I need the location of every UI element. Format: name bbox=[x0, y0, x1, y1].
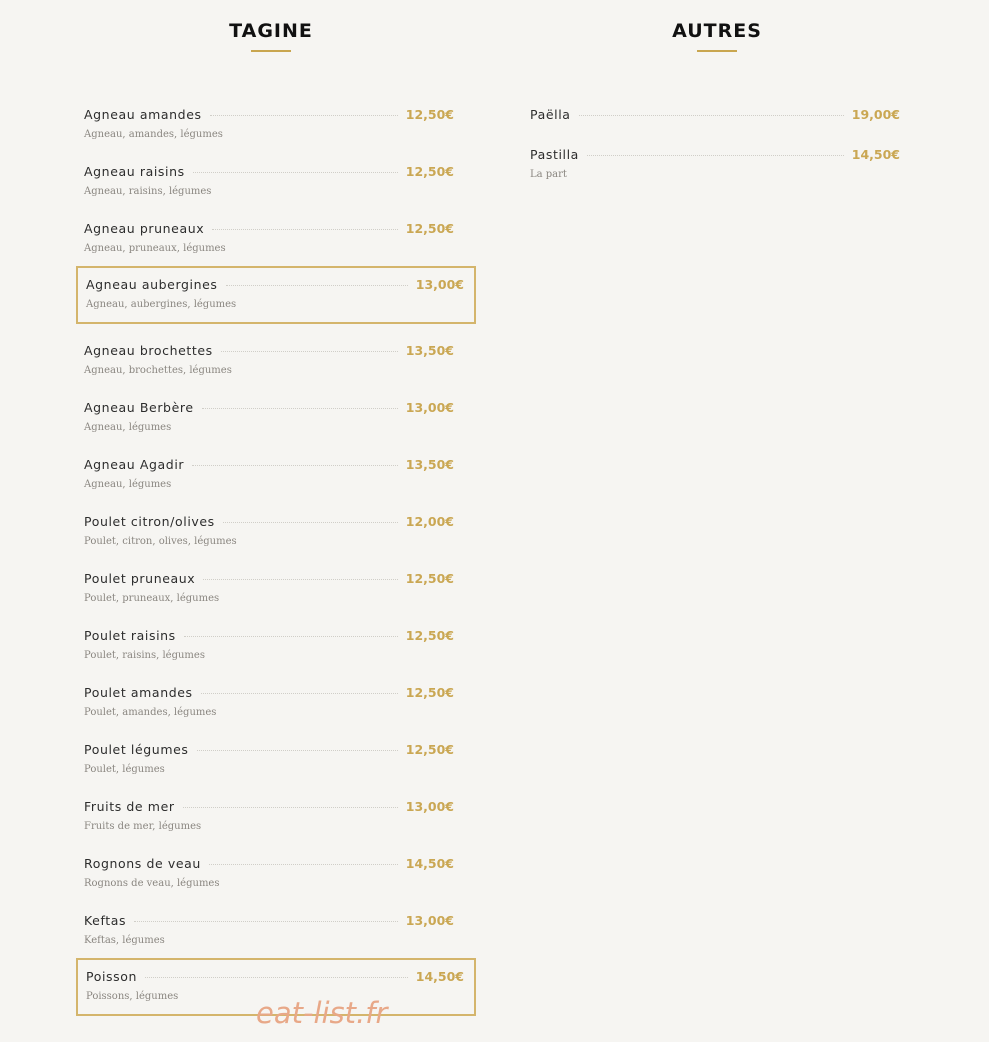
item-description: Poulet, pruneaux, légumes bbox=[84, 593, 220, 604]
item-name: Agneau Berbère bbox=[84, 399, 194, 415]
dotted-leader bbox=[221, 351, 398, 352]
item-description: Poulet, raisins, légumes bbox=[84, 650, 205, 661]
item-name: Poulet citron/olives bbox=[84, 513, 215, 529]
dotted-leader bbox=[201, 693, 398, 694]
item-price: 13,00€ bbox=[405, 399, 454, 415]
item-price: 12,50€ bbox=[405, 106, 454, 122]
menu-item bbox=[76, 152, 466, 209]
dotted-leader bbox=[184, 636, 398, 637]
menu-item bbox=[522, 135, 912, 192]
item-price: 14,50€ bbox=[405, 855, 454, 871]
dotted-leader bbox=[134, 921, 398, 922]
item-description: Poissons, légumes bbox=[86, 991, 179, 1002]
dotted-leader bbox=[226, 285, 408, 286]
item-price: 13,50€ bbox=[405, 342, 454, 358]
item-price: 13,00€ bbox=[405, 912, 454, 928]
menu-item bbox=[76, 388, 466, 445]
item-name: Agneau aubergines bbox=[86, 276, 218, 292]
item-price: 12,00€ bbox=[405, 513, 454, 529]
section-title-autres: AUTRES bbox=[672, 20, 762, 42]
item-description: Agneau, raisins, légumes bbox=[84, 186, 212, 197]
watermark-text: eat-list.fr bbox=[256, 996, 388, 1030]
item-description: Agneau, pruneaux, légumes bbox=[84, 243, 226, 254]
item-description: Rognons de veau, légumes bbox=[84, 878, 220, 889]
dotted-leader bbox=[212, 229, 398, 230]
item-name: Paëlla bbox=[530, 106, 571, 122]
item-name: Agneau Agadir bbox=[84, 456, 185, 472]
item-price: 19,00€ bbox=[851, 106, 900, 122]
item-price: 14,50€ bbox=[851, 146, 900, 162]
item-description: La part bbox=[530, 169, 567, 180]
item-description: Agneau, amandes, légumes bbox=[84, 129, 223, 140]
dotted-leader bbox=[193, 172, 398, 173]
item-name: Poisson bbox=[86, 968, 138, 984]
dotted-leader bbox=[202, 408, 398, 409]
item-name: Agneau pruneaux bbox=[84, 220, 205, 236]
menu-item-highlighted bbox=[76, 266, 476, 324]
dotted-leader bbox=[209, 864, 398, 865]
item-price: 12,50€ bbox=[405, 741, 454, 757]
dotted-leader bbox=[145, 977, 408, 978]
dotted-leader bbox=[210, 115, 398, 116]
item-description: Keftas, légumes bbox=[84, 935, 165, 946]
menu-item bbox=[76, 502, 466, 559]
menu-item bbox=[76, 901, 466, 958]
item-description: Agneau, aubergines, légumes bbox=[86, 299, 237, 310]
item-name: Poulet amandes bbox=[84, 684, 193, 700]
item-name: Pastilla bbox=[530, 146, 579, 162]
dotted-leader bbox=[587, 155, 844, 156]
item-name: Fruits de mer bbox=[84, 798, 175, 814]
menu-item bbox=[76, 616, 466, 673]
item-price: 12,50€ bbox=[405, 627, 454, 643]
item-description: Poulet, légumes bbox=[84, 764, 165, 775]
dotted-leader bbox=[579, 115, 844, 116]
title-underline bbox=[251, 50, 291, 52]
menu-item bbox=[76, 673, 466, 730]
menu-item bbox=[76, 331, 466, 388]
menu-item bbox=[522, 95, 912, 135]
menu-item bbox=[76, 209, 466, 266]
item-description: Fruits de mer, légumes bbox=[84, 821, 202, 832]
item-price: 12,50€ bbox=[405, 684, 454, 700]
tagine-menu-list bbox=[76, 95, 466, 1023]
item-price: 12,50€ bbox=[405, 570, 454, 586]
item-price: 12,50€ bbox=[405, 220, 454, 236]
item-name: Poulet légumes bbox=[84, 741, 189, 757]
item-description: Agneau, brochettes, légumes bbox=[84, 365, 232, 376]
dotted-leader bbox=[203, 579, 397, 580]
item-name: Agneau raisins bbox=[84, 163, 185, 179]
dotted-leader bbox=[183, 807, 398, 808]
dotted-leader bbox=[197, 750, 398, 751]
dotted-leader bbox=[192, 465, 398, 466]
section-title-tagine: TAGINE bbox=[229, 20, 313, 42]
item-price: 13,00€ bbox=[405, 798, 454, 814]
item-price: 12,50€ bbox=[405, 163, 454, 179]
menu-item bbox=[76, 844, 466, 901]
menu-item bbox=[76, 787, 466, 844]
menu-item bbox=[76, 95, 466, 152]
autres-menu-list bbox=[522, 95, 912, 192]
title-underline bbox=[697, 50, 737, 52]
item-name: Rognons de veau bbox=[84, 855, 201, 871]
item-name: Keftas bbox=[84, 912, 127, 928]
item-price: 13,00€ bbox=[415, 276, 464, 292]
item-price: 14,50€ bbox=[415, 968, 464, 984]
item-description: Agneau, légumes bbox=[84, 479, 172, 490]
menu-item bbox=[76, 730, 466, 787]
item-name: Agneau brochettes bbox=[84, 342, 213, 358]
item-description: Poulet, amandes, légumes bbox=[84, 707, 217, 718]
item-price: 13,50€ bbox=[405, 456, 454, 472]
item-description: Agneau, légumes bbox=[84, 422, 172, 433]
menu-item bbox=[76, 559, 466, 616]
menu-item bbox=[76, 445, 466, 502]
item-name: Agneau amandes bbox=[84, 106, 202, 122]
item-description: Poulet, citron, olives, légumes bbox=[84, 536, 237, 547]
item-name: Poulet raisins bbox=[84, 627, 176, 643]
dotted-leader bbox=[223, 522, 398, 523]
item-name: Poulet pruneaux bbox=[84, 570, 196, 586]
